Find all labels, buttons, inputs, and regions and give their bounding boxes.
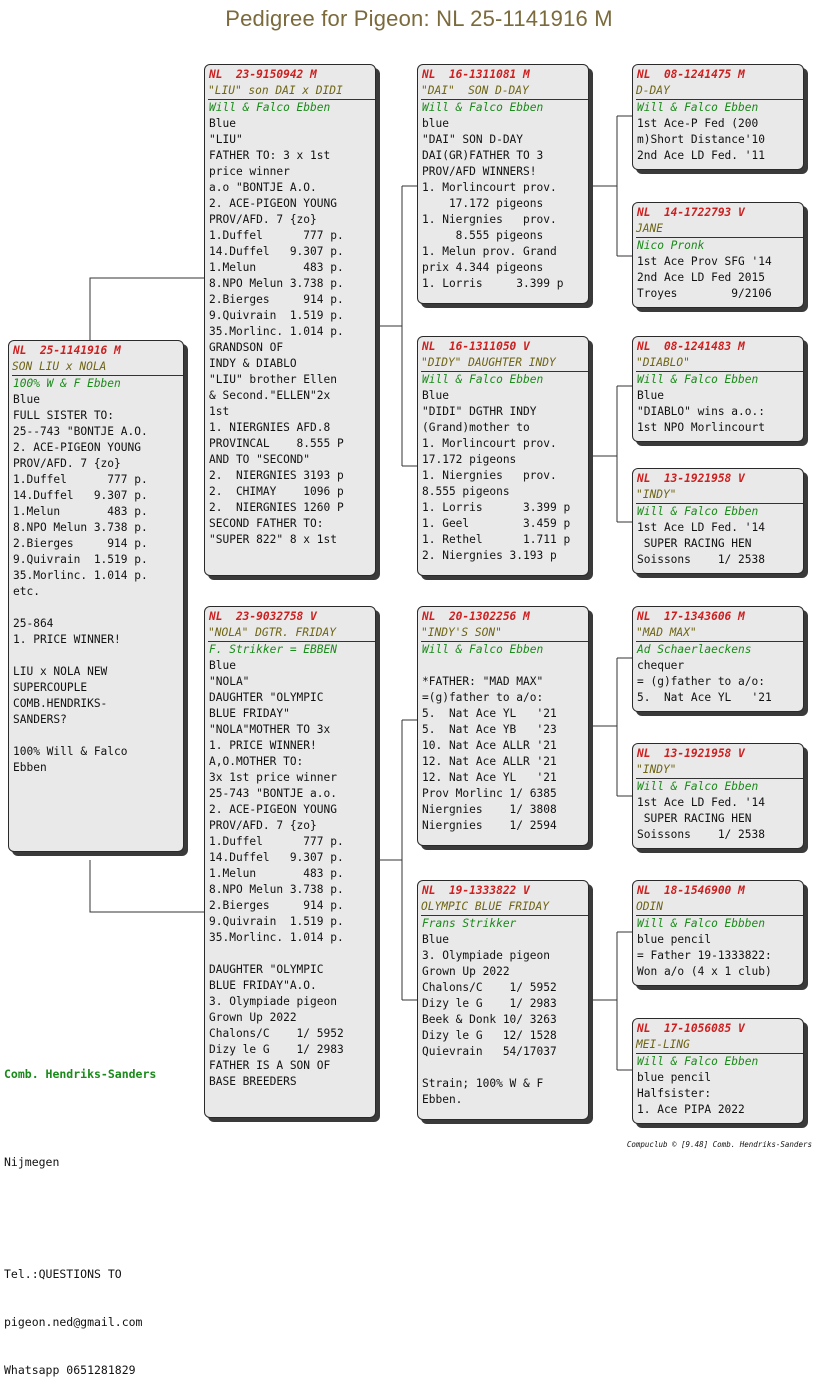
info-line: Ebben. — [422, 1093, 463, 1106]
loft-info — [4, 1034, 156, 1394]
info-line: Niergnies 1/ 2594 — [422, 819, 557, 832]
pigeon-name: SON LIU x NOLA — [12, 359, 183, 376]
info-line: FATHER TO: 3 x 1st — [209, 149, 331, 162]
info-line — [422, 1060, 585, 1076]
ring-number: NL 14-1722793 V — [637, 206, 745, 219]
info-line: Dizy le G 1/ 2983 — [422, 997, 557, 1010]
pigeon-card-subject[interactable] — [8, 340, 184, 852]
info-line: prix 4.344 pigeons — [422, 261, 544, 274]
info-line: 1. Morlincourt prov. — [422, 437, 557, 450]
pigeon-name: D-DAY — [636, 83, 803, 100]
info-line: 5. Nat Ace YL '21 — [422, 707, 557, 720]
pigeon-owner: F. Strikker = EBBEN — [209, 643, 337, 656]
ring-number: NL 08-1241475 M — [637, 68, 745, 81]
info-line: "NOLA" — [209, 675, 250, 688]
info-line: 25-743 "BONTJE a.o. — [209, 787, 337, 800]
info-line: 1. Lorris 3.399 p — [422, 277, 564, 290]
info-line: Halfsister: — [637, 1087, 712, 1100]
info-line: Ebben — [13, 761, 47, 774]
info-line: 1. Niergnies prov. — [422, 469, 557, 482]
pigeon-owner: Will & Falco Ebben — [422, 101, 544, 114]
info-line: BLUE FRIDAY" — [209, 707, 290, 720]
info-line: etc. — [13, 585, 40, 598]
info-line: Dizy le G 12/ 1528 — [422, 1029, 557, 1042]
info-line: 2. NIERGNIES 1260 P — [209, 501, 344, 514]
info-line: 2. CHIMAY 1096 p — [209, 485, 344, 498]
info-line: 1st NPO Morlincourt — [637, 421, 765, 434]
info-line: Chalons/C 1/ 5952 — [209, 1027, 344, 1040]
pigeon-card-sire-dam[interactable] — [417, 336, 589, 576]
info-line: PROV/AFD. 7 {zo} — [209, 819, 317, 832]
info-line: Niergnies 1/ 3808 — [422, 803, 557, 816]
ring-number: NL 20-1302256 M — [422, 610, 530, 623]
info-line: "DIABLO" wins a.o.: — [637, 405, 765, 418]
pigeon-name: "DIDY" DAUGHTER INDY — [421, 355, 588, 372]
info-line: =(g)father to a/o: — [422, 691, 544, 704]
pigeon-card-dam-dam[interactable] — [417, 880, 589, 1120]
info-line: 2.Bierges 914 p. — [209, 293, 344, 306]
ring-number: NL 25-1141916 M — [13, 344, 121, 357]
loft-name: Comb. Hendriks-Sanders — [4, 1067, 157, 1081]
info-line: Blue — [422, 389, 449, 402]
info-line: blue pencil — [637, 933, 712, 946]
info-line: Grown Up 2022 — [209, 1011, 297, 1024]
info-line: Soissons 1/ 2538 — [637, 828, 765, 841]
info-line: 1st Ace LD Fed. '14 — [637, 796, 765, 809]
info-line: 10. Nat Ace ALLR '21 — [422, 739, 557, 752]
pigeon-name: ODIN — [636, 899, 803, 916]
info-line: 9.Quivrain 1.519 p. — [13, 553, 148, 566]
info-line — [13, 648, 180, 664]
info-line: FATHER IS A SON OF — [209, 1059, 331, 1072]
info-line: 1st Ace LD Fed. '14 — [637, 521, 765, 534]
info-line: DAUGHTER "OLYMPIC — [209, 963, 324, 976]
info-line: INDY & DIABLO — [209, 357, 297, 370]
ring-number: NL 13-1921958 V — [637, 472, 745, 485]
info-line: DAUGHTER "OLYMPIC — [209, 691, 324, 704]
pigeon-card-dam-dam-sire[interactable] — [632, 880, 804, 986]
info-line: m)Short Distance'10 — [637, 133, 765, 146]
ring-number: NL 17-1056085 V — [637, 1022, 745, 1035]
info-line: Troyes 9/2106 — [637, 287, 772, 300]
info-line: 12. Nat Ace ALLR '21 — [422, 755, 557, 768]
info-line: 1. Ace PIPA 2022 — [637, 1103, 745, 1116]
pigeon-name: JANE — [636, 221, 803, 238]
info-line: "LIU" brother Ellen — [209, 373, 337, 386]
info-line: 17.172 pigeons — [422, 197, 544, 210]
info-line: *FATHER: "MAD MAX" — [422, 675, 544, 688]
info-line: (Grand)mother to — [422, 421, 530, 434]
info-line: COMB.HENDRIKS- — [13, 697, 108, 710]
info-line: Prov Morlinc 1/ 6385 — [422, 787, 557, 800]
pigeon-name: "MAD MAX" — [636, 625, 803, 642]
info-line: 1.Melun 483 p. — [209, 261, 344, 274]
info-line: PROV/AFD. 7 {zo} — [13, 457, 121, 470]
info-line: SUPERCOUPLE — [13, 681, 88, 694]
info-line: 1.Duffel 777 p. — [209, 835, 344, 848]
pigeon-card-dam-dam-dam[interactable] — [632, 1018, 804, 1124]
pigeon-owner: Ad Schaerlaeckens — [637, 643, 752, 656]
pigeon-name: "DIABLO" — [636, 355, 803, 372]
info-line: Blue — [422, 933, 449, 946]
info-line: Dizy le G 1/ 2983 — [209, 1043, 344, 1056]
info-line: 1. Geel 3.459 p — [422, 517, 571, 530]
info-line: 1. Niergnies prov. — [422, 213, 557, 226]
info-line — [13, 728, 180, 744]
info-line: 1. Rethel 1.711 p — [422, 533, 571, 546]
info-line: 1. PRICE WINNER! — [13, 633, 121, 646]
ring-number: NL 23-9150942 M — [209, 68, 317, 81]
info-line: 12. Nat Ace YL '21 — [422, 771, 557, 784]
info-line: 1.Duffel 777 p. — [13, 473, 148, 486]
ring-number: NL 17-1343606 M — [637, 610, 745, 623]
info-line: SUPER RACING HEN — [637, 537, 752, 550]
info-line: 1st — [209, 405, 230, 418]
info-line: Quievrain 54/17037 — [422, 1045, 557, 1058]
info-line: Soissons 1/ 2538 — [637, 553, 765, 566]
info-line: GRANDSON OF — [209, 341, 284, 354]
info-line: "LIU" — [209, 133, 243, 146]
info-line: 8.NPO Melun 3.738 p. — [209, 883, 344, 896]
info-line: Blue — [13, 393, 40, 406]
info-line: 5. Nat Ace YB '23 — [422, 723, 557, 736]
info-line: 35.Morlinc. 1.014 p. — [209, 931, 344, 944]
info-line: FULL SISTER TO: — [13, 409, 115, 422]
info-line: 2. ACE-PIGEON YOUNG — [13, 441, 141, 454]
info-line: 35.Morlinc. 1.014 p. — [209, 325, 344, 338]
info-line: 1. Lorris 3.399 p — [422, 501, 571, 514]
info-line: Blue — [209, 117, 236, 130]
pigeon-owner: Will & Falco Ebben — [637, 780, 759, 793]
info-line: 25-864 — [13, 617, 54, 630]
info-line — [422, 658, 585, 674]
pigeon-card-sire-sire-dam[interactable] — [632, 202, 804, 308]
pigeon-owner: Will & Falco Ebben — [637, 373, 759, 386]
info-line: 2.Bierges 914 p. — [209, 899, 344, 912]
pigeon-name: "INDY" — [636, 762, 803, 779]
info-line: 100% Will & Falco — [13, 745, 128, 758]
pigeon-name: "DAI" SON D-DAY — [421, 83, 588, 100]
ring-number: NL 19-1333822 V — [422, 884, 530, 897]
info-line: Chalons/C 1/ 5952 — [422, 981, 557, 994]
info-line: Grown Up 2022 — [422, 965, 510, 978]
loft-contact-whatsapp: Whatsapp 0651281829 — [4, 1363, 136, 1377]
loft-contact-email[interactable]: pigeon.ned@gmail.com — [4, 1315, 143, 1329]
pigeon-owner: Will & Falco Ebben — [637, 1055, 759, 1068]
info-line: SANDERS? — [13, 713, 67, 726]
info-line — [209, 946, 372, 962]
info-line: 35.Morlinc. 1.014 p. — [13, 569, 148, 582]
ring-number: NL 16-1311050 V — [422, 340, 530, 353]
pigeon-owner: Will & Falco Ebben — [637, 505, 759, 518]
pigeon-name: MEI-LING — [636, 1037, 803, 1054]
ring-number: NL 23-9032758 V — [209, 610, 317, 623]
pigeon-owner: Will & Falco Ebben — [209, 101, 331, 114]
info-line: Won a/o (4 x 1 club) — [637, 965, 772, 978]
ring-number: NL 08-1241483 M — [637, 340, 745, 353]
info-line: "NOLA"MOTHER TO 3x — [209, 723, 331, 736]
info-line: 14.Duffel 9.307 p. — [209, 851, 344, 864]
info-line: 2. Niergnies 3.193 p — [422, 549, 557, 562]
info-line — [13, 600, 180, 616]
info-line: 14.Duffel 9.307 p. — [209, 245, 344, 258]
info-line: Beek & Donk 10/ 3263 — [422, 1013, 557, 1026]
pigeon-card-sire[interactable] — [204, 64, 376, 576]
info-line: 1.Duffel 777 p. — [209, 229, 344, 242]
pigeon-owner: Will & Falco Ebben — [637, 101, 759, 114]
info-line: 2nd Ace LD Fed. '11 — [637, 149, 765, 162]
info-line: blue — [422, 117, 449, 130]
info-line: 1st Ace-P Fed (200 — [637, 117, 759, 130]
info-line: 1. PRICE WINNER! — [209, 739, 317, 752]
pigeon-owner: Will & Falco Ebben — [422, 643, 544, 656]
pigeon-name: "LIU" son DAI x DIDI — [208, 83, 375, 100]
info-line: 8.NPO Melun 3.738 p. — [13, 521, 148, 534]
info-line: = Father 19-1333822: — [637, 949, 772, 962]
loft-contact-line: Tel.:QUESTIONS TO — [4, 1267, 122, 1281]
info-line: 5. Nat Ace YL '21 — [637, 691, 772, 704]
info-line: 1st Ace Prov SFG '14 — [637, 255, 772, 268]
info-line: 9.Quivrain 1.519 p. — [209, 915, 344, 928]
pigeon-card-sire-dam-dam[interactable] — [632, 468, 804, 574]
info-line: Blue — [637, 389, 664, 402]
pigeon-card-dam-sire-dam[interactable] — [632, 743, 804, 849]
pigeon-name: OLYMPIC BLUE FRIDAY — [421, 899, 588, 916]
info-line: PROVINCAL 8.555 P — [209, 437, 344, 450]
info-line: A,O.MOTHER TO: — [209, 755, 304, 768]
info-line: Strain; 100% W & F — [422, 1077, 544, 1090]
info-line: 3. Olympiade pigeon — [422, 949, 550, 962]
info-line: 25--743 "BONTJE A.O. — [13, 425, 148, 438]
pigeon-card-dam-sire-sire[interactable] — [632, 606, 804, 712]
info-line: blue pencil — [637, 1071, 712, 1084]
pigeon-card-sire-dam-sire[interactable] — [632, 336, 804, 442]
info-line: 2. ACE-PIGEON YOUNG — [209, 197, 337, 210]
ring-number: NL 18-1546900 M — [637, 884, 745, 897]
info-line: 2. ACE-PIGEON YOUNG — [209, 803, 337, 816]
info-line: chequer — [637, 659, 685, 672]
info-line: SUPER RACING HEN — [637, 812, 752, 825]
info-line: DAI(GR)FATHER TO 3 — [422, 149, 544, 162]
info-line: 9.Quivrain 1.519 p. — [209, 309, 344, 322]
footer-credit: Compuclub © [9.48] Comb. Hendriks-Sanders — [626, 1140, 812, 1149]
info-line: "DAI" SON D-DAY — [422, 133, 524, 146]
pigeon-name: "NOLA" DGTR. FRIDAY — [208, 625, 375, 642]
info-line: Blue — [209, 659, 236, 672]
info-line: BLUE FRIDAY"A.O. — [209, 979, 317, 992]
info-line: 17.172 pigeons — [422, 453, 517, 466]
info-line: 14.Duffel 9.307 p. — [13, 489, 148, 502]
info-line: LIU x NOLA NEW — [13, 665, 108, 678]
info-line: 1.Melun 483 p. — [13, 505, 148, 518]
info-line: PROV/AFD WINNERS! — [422, 165, 537, 178]
info-line: & Second."ELLEN"2x — [209, 389, 331, 402]
info-line: BASE BREEDERS — [209, 1075, 297, 1088]
info-line: = (g)father to a/o: — [637, 675, 765, 688]
pigeon-card-dam[interactable] — [204, 606, 376, 1118]
loft-city: Nijmegen — [4, 1155, 60, 1169]
info-line: 2nd Ace LD Fed 2015 — [637, 271, 765, 284]
info-line: price winner — [209, 165, 290, 178]
info-line: 2.Bierges 914 p. — [13, 537, 148, 550]
info-line: 1. NIERGNIES AFD.8 — [209, 421, 331, 434]
ring-number: NL 13-1921958 V — [637, 747, 745, 760]
info-line: 8.555 pigeons — [422, 229, 544, 242]
info-line: 1. Morlincourt prov. — [422, 181, 557, 194]
pigeon-card-sire-sire-sire[interactable] — [632, 64, 804, 170]
pigeon-owner: Will & Falco Ebben — [422, 373, 544, 386]
ring-number: NL 16-1311081 M — [422, 68, 530, 81]
pigeon-owner: 100% W & F Ebben — [13, 377, 121, 390]
pigeon-owner: Will & Falco Ebbben — [637, 917, 765, 930]
pigeon-owner: Nico Pronk — [637, 239, 705, 252]
pigeon-name: "INDY'S SON" — [421, 625, 588, 642]
info-line: a.o "BONTJE A.O. — [209, 181, 317, 194]
info-line: "SUPER 822" 8 x 1st — [209, 533, 337, 546]
page-title: Pedigree for Pigeon: NL 25-1141916 M — [225, 6, 613, 31]
info-line: PROV/AFD. 7 {zo} — [209, 213, 317, 226]
pigeon-card-dam-sire[interactable] — [417, 606, 589, 846]
info-line: SECOND FATHER TO: — [209, 517, 324, 530]
pigeon-name: "INDY" — [636, 487, 803, 504]
info-line: 1.Melun 483 p. — [209, 867, 344, 880]
info-line: 3. Olympiade pigeon — [209, 995, 337, 1008]
info-line: "DIDI" DGTHR INDY — [422, 405, 537, 418]
info-line: AND TO "SECOND" — [209, 453, 311, 466]
info-line: 8.NPO Melun 3.738 p. — [209, 277, 344, 290]
info-line: 1. Melun prov. Grand — [422, 245, 557, 258]
pigeon-owner: Frans Strikker — [422, 917, 517, 930]
info-line: 3x 1st price winner — [209, 771, 337, 784]
info-line: 2. NIERGNIES 3193 p — [209, 469, 344, 482]
info-line: 8.555 pigeons — [422, 485, 510, 498]
pigeon-card-sire-sire[interactable] — [417, 64, 589, 304]
